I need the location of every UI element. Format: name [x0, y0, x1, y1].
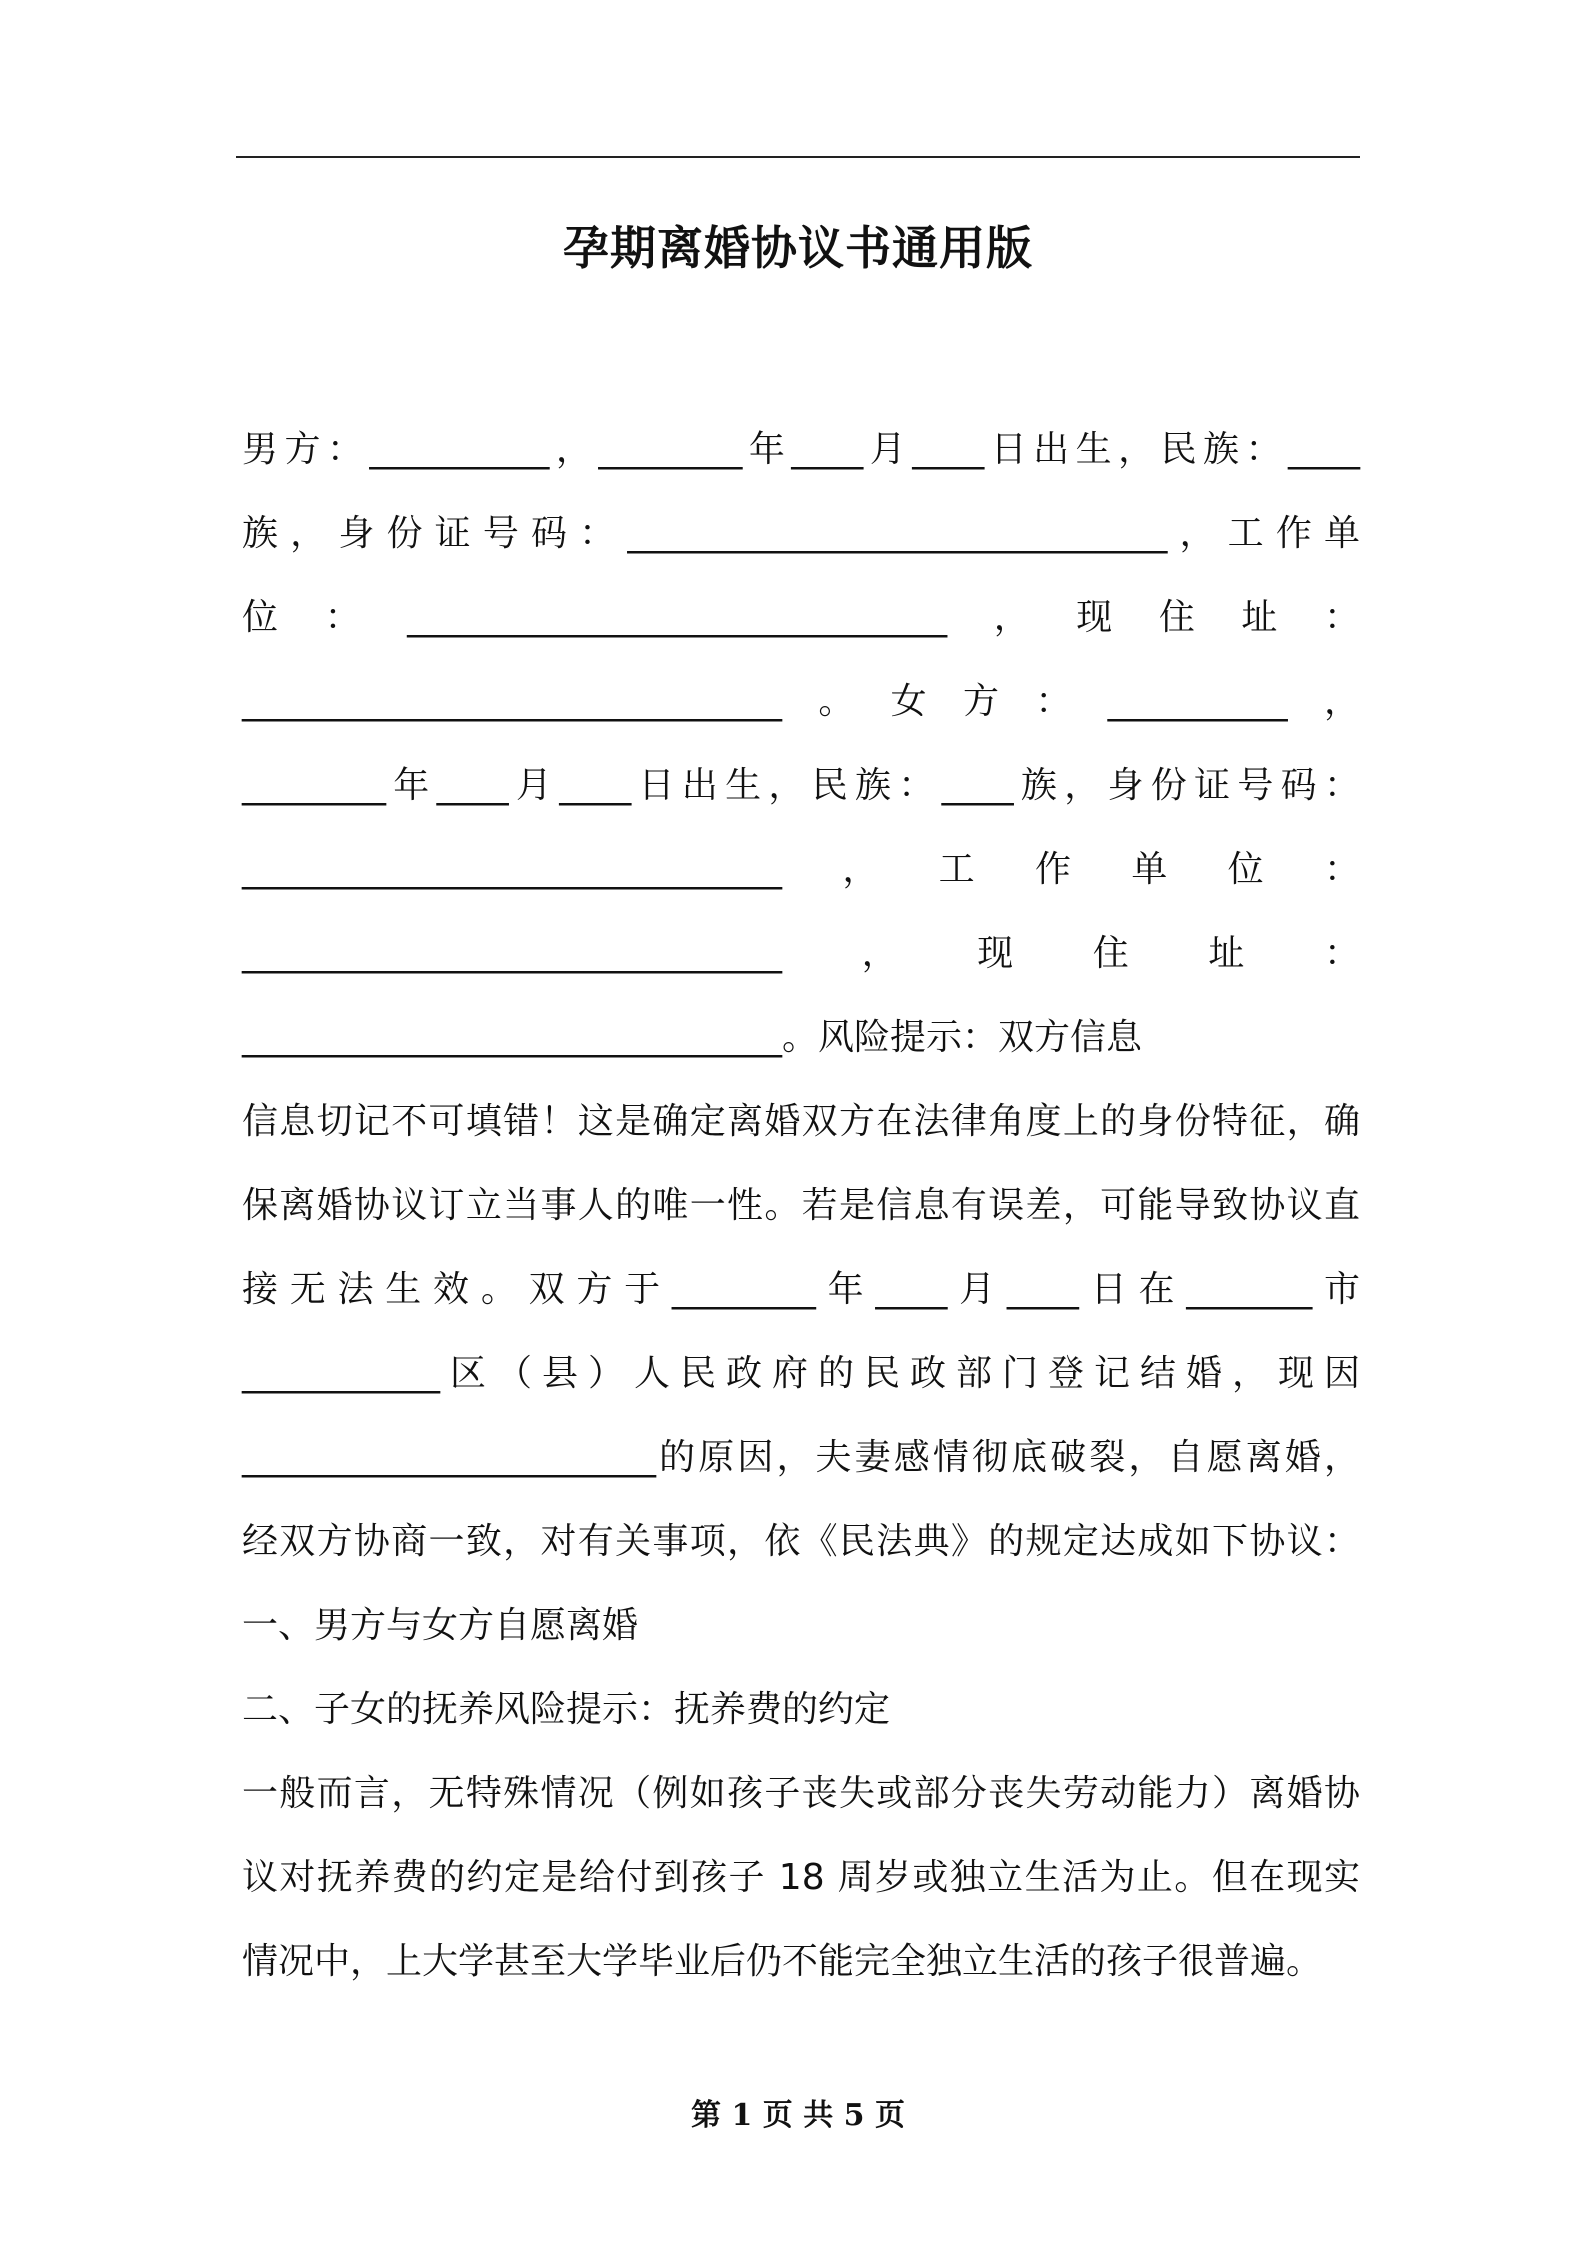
document-title: 孕期离婚协议书通用版: [563, 221, 1033, 275]
body-line: _______________________的原因，夫妻感情彻底破裂，自愿离婚，: [242, 1437, 1360, 1478]
body-line: 情况中，上大学甚至大学毕业后仍不能完全独立生活的孩子很普遍。: [242, 1941, 1323, 1982]
body-line: 位：______________________________，现住址：: [242, 597, 1360, 638]
section-heading: 二、子女的抚养风险提示：抚养费的约定: [242, 1689, 891, 1730]
body-line: ______________________________，工作单位：: [242, 849, 1360, 890]
body-line: 议对抚养费的约定是给付到孩子 18 周岁或独立生活为止。但在现实: [242, 1857, 1360, 1898]
body-line: ______________________________，现住址：: [242, 933, 1360, 974]
body-line: 男方：__________，________年____月____日出生，民族：____: [242, 429, 1360, 470]
body-line: 经双方协商一致，对有关事项，依《民法典》的规定达成如下协议：: [242, 1521, 1360, 1562]
body-line: ___________区（县）人民政府的民政部门登记结婚，现因: [242, 1353, 1360, 1394]
section-heading: 一、男方与女方自愿离婚: [242, 1605, 639, 1646]
page-footer: 第 1 页 共 5 页: [691, 2098, 905, 2133]
document-body: [242, 408, 1360, 2004]
body-line: 族，身份证号码：______________________________，工作单: [242, 513, 1360, 554]
body-line: ______________________________。女方：__________，: [242, 681, 1360, 722]
body-line: ________年____月____日出生，民族：____族，身份证号码：: [242, 765, 1360, 806]
body-line: 接无法生效。双方于________年____月____日在_______市: [242, 1269, 1360, 1310]
body-line: ______________________________。风险提示：双方信息: [242, 1017, 1143, 1058]
body-line: 一般而言，无特殊情况（例如孩子丧失或部分丧失劳动能力）离婚协: [242, 1773, 1360, 1814]
body-line: 信息切记不可填错！这是确定离婚双方在法律角度上的身份特征，确: [242, 1101, 1360, 1142]
body-line: 保离婚协议订立当事人的唯一性。若是信息有误差，可能导致协议直: [242, 1185, 1360, 1226]
header-rule: [236, 156, 1360, 158]
